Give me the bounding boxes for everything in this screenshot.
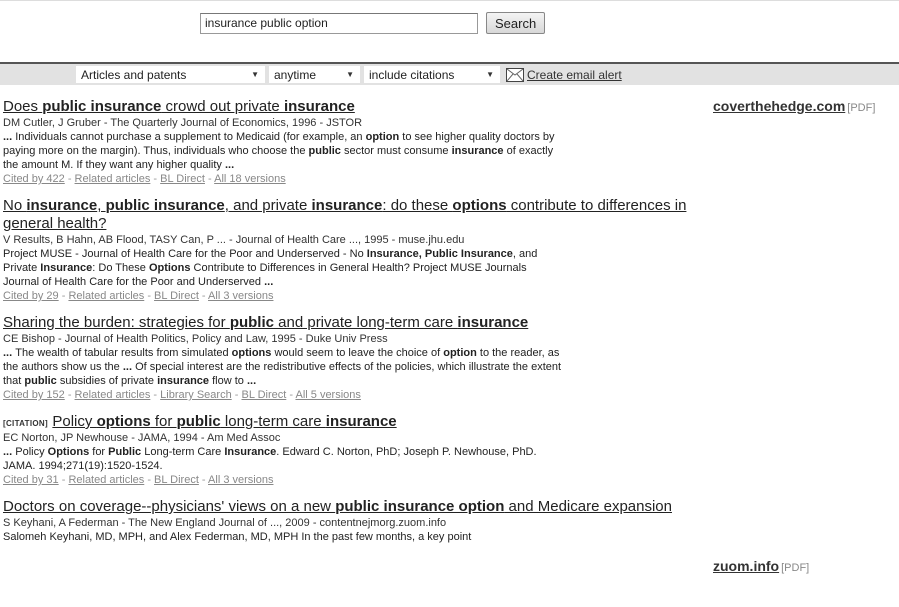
title-text: , and private: [224, 197, 312, 214]
result-action-link[interactable]: Cited by 152: [3, 389, 65, 401]
title-text: for: [150, 413, 177, 430]
result-snippet: [3, 346, 563, 388]
highlighted-term: options: [231, 347, 272, 359]
citations-select[interactable]: [364, 66, 500, 83]
side-source-5: [713, 558, 809, 574]
title-text: and Medicare expansion: [504, 498, 672, 515]
results-list: [3, 98, 703, 555]
highlighted-term: insurance: [325, 413, 397, 430]
snippet-text: Salomeh Keyhani, MD, MPH, and Alex Federman, MD, MPH In the past few months, a key point: [3, 531, 472, 543]
search-result: [3, 197, 703, 303]
highlighted-term: insurance: [311, 197, 383, 214]
highlighted-term: public: [24, 375, 57, 387]
time-range-select[interactable]: [269, 66, 360, 83]
highlighted-term: Public: [108, 446, 142, 458]
highlighted-term: public insurance option: [335, 498, 505, 515]
snippet-text: would seem to leave the choice of: [271, 347, 444, 359]
search-input[interactable]: [200, 13, 478, 34]
result-snippet: [3, 130, 563, 172]
highlighted-term: options: [452, 197, 507, 214]
snippet-text: to the reader, as the authors show us the: [3, 347, 560, 373]
snippet-text: to see higher quality doctors by paying more on the margin). Thus, individuals who choose the: [3, 131, 555, 157]
pdf-tag: [PDF]: [847, 102, 876, 114]
snippet-text: Policy: [15, 446, 48, 458]
result-meta: S Keyhani, A Federman - The New England Journal of ..., 2009 - contentnejmorg.zuom.info: [3, 517, 447, 529]
time-range-value: anytime: [274, 67, 317, 82]
highlighted-term: public insurance: [42, 98, 162, 115]
search-result: [3, 98, 703, 186]
snippet-text: Individuals cannot purchase a supplement to Medicaid (for example, an: [15, 131, 366, 143]
snippet-text: : Do These: [92, 262, 149, 274]
highlighted-term: ...: [3, 347, 16, 359]
result-action-link[interactable]: All 3 versions: [208, 474, 274, 486]
snippet-text: Project MUSE - Journal of Health Care for the Poor and Underserved - No: [3, 248, 367, 260]
snippet-text: Of special interest are the redistributive effects of the policies, which illustrate the extent that: [3, 361, 562, 387]
title-text: Doctors on coverage--physicians' views on a new: [3, 498, 336, 515]
search-result: [3, 314, 703, 402]
highlighted-term: option: [443, 347, 477, 359]
title-text: Policy: [52, 413, 97, 430]
result-action-link[interactable]: BL Direct: [160, 173, 205, 185]
title-text: Sharing the burden: strategies for: [3, 314, 230, 331]
highlighted-term: insurance: [457, 314, 529, 331]
result-meta: EC Norton, JP Newhouse - JAMA, 1994 - Am Med Assoc: [3, 432, 281, 444]
snippet-text: Contribute to Differences in General Health? Project MUSE Journals Journal of Health Care for the Poor and Underserved: [3, 262, 527, 288]
highlighted-term: public: [308, 145, 341, 157]
highlighted-term: insurance: [157, 375, 210, 387]
highlighted-term: public: [229, 314, 274, 331]
search-button[interactable]: Search: [486, 12, 545, 34]
title-text: crowd out private: [161, 98, 284, 115]
highlighted-term: option: [365, 131, 400, 143]
create-email-alert-link[interactable]: Create email alert: [527, 67, 622, 82]
result-snippet: [3, 247, 563, 289]
source-link[interactable]: zuom.info: [713, 558, 780, 574]
title-text: and private long-term care: [273, 314, 458, 331]
filter-toolbar: [0, 62, 899, 85]
search-bar: [200, 12, 545, 34]
highlighted-term: insurance: [283, 98, 355, 115]
search-result: [3, 413, 703, 487]
highlighted-term: insurance: [26, 197, 98, 214]
highlighted-term: ...: [3, 446, 16, 458]
search-result: [3, 498, 703, 544]
pdf-tag: [PDF]: [781, 562, 810, 574]
snippet-text: sector must consume: [340, 145, 452, 157]
result-snippet: [3, 445, 563, 473]
result-title-row: [3, 98, 703, 116]
highlighted-term: public: [176, 413, 221, 430]
result-action-link[interactable]: All 3 versions: [208, 290, 274, 302]
result-action-link[interactable]: Cited by 29: [3, 290, 59, 302]
highlighted-term: options: [96, 413, 151, 430]
highlighted-term: ...: [224, 159, 235, 171]
result-action-link[interactable]: Cited by 31: [3, 474, 59, 486]
result-action-link[interactable]: Library Search: [160, 389, 232, 401]
highlighted-term: ...: [3, 131, 16, 143]
result-title-link[interactable]: [3, 197, 686, 232]
triangle-down-icon: ▼: [251, 70, 259, 79]
result-links: Cited by 152 - Related articles - Library Search - BL Direct - All 5 versions: [3, 389, 361, 401]
snippet-text: of exactly the amount M. If they want any higher quality: [3, 145, 554, 171]
result-action-link[interactable]: Related articles: [74, 389, 151, 401]
highlighted-term: Insurance: [224, 446, 277, 458]
title-text: long-term care: [220, 413, 326, 430]
doc-type-value: Articles and patents: [81, 67, 187, 82]
result-meta: V Results, B Hahn, AB Flood, TASY Can, P ... - Journal of Health Care ..., 1995 - muse.jhu.edu: [3, 234, 465, 246]
title-text: ,: [97, 197, 106, 214]
result-title-row: [3, 314, 703, 332]
result-title-link[interactable]: [3, 498, 672, 515]
result-title-link[interactable]: [3, 314, 528, 331]
citation-tag: [CITATION]: [3, 419, 48, 428]
snippet-text: The wealth of tabular results from simulated: [15, 347, 232, 359]
result-links: Cited by 422 - Related articles - BL Direct - All 18 versions: [3, 173, 286, 185]
highlighted-term: ...: [122, 361, 133, 373]
result-action-link[interactable]: BL Direct: [154, 474, 199, 486]
doc-type-select[interactable]: [76, 66, 265, 83]
result-action-link[interactable]: BL Direct: [241, 389, 287, 401]
snippet-text: Long-term Care: [141, 446, 225, 458]
result-title-row: [3, 498, 703, 516]
snippet-text: . Edward C. Norton, PhD; Joseph P. Newhouse, PhD. JAMA. 1994;271(19):1520-1524.: [3, 446, 537, 472]
triangle-down-icon: ▼: [346, 70, 354, 79]
title-text: Does: [3, 98, 43, 115]
title-text: No: [3, 197, 27, 214]
highlighted-term: ...: [246, 375, 257, 387]
result-title-link[interactable]: [52, 413, 396, 430]
highlighted-term: Options: [47, 446, 90, 458]
highlighted-term: Options: [148, 262, 191, 274]
result-action-link[interactable]: BL Direct: [154, 290, 199, 302]
result-title-row: [3, 197, 703, 233]
result-action-link[interactable]: Related articles: [68, 290, 145, 302]
snippet-text: , and Private: [3, 248, 538, 274]
snippet-text: flow to: [209, 375, 247, 387]
result-action-link[interactable]: All 18 versions: [214, 173, 286, 185]
highlighted-term: ...: [264, 276, 274, 288]
result-action-link[interactable]: Related articles: [74, 173, 151, 185]
envelope-icon[interactable]: [506, 68, 524, 82]
result-meta: CE Bishop - Journal of Health Politics, Policy and Law, 1995 - Duke Univ Press: [3, 333, 388, 345]
result-title-row: [3, 413, 703, 431]
snippet-text: subsidies of private: [56, 375, 158, 387]
highlighted-term: Insurance, Public Insurance: [366, 248, 513, 260]
highlighted-term: public insurance: [105, 197, 225, 214]
side-source-1: [713, 98, 875, 114]
result-links: Cited by 31 - Related articles - BL Direct - All 3 versions: [3, 474, 274, 486]
result-meta: DM Cutler, J Gruber - The Quarterly Journal of Economics, 1996 - JSTOR: [3, 117, 363, 129]
source-link[interactable]: coverthehedge.com: [713, 98, 846, 114]
highlighted-term: Insurance: [40, 262, 93, 274]
result-action-link[interactable]: All 5 versions: [295, 389, 361, 401]
highlighted-term: insurance: [451, 145, 504, 157]
title-text: contribute to differences in general health?: [3, 197, 687, 232]
result-links: Cited by 29 - Related articles - BL Direct - All 3 versions: [3, 290, 274, 302]
snippet-text: for: [89, 446, 109, 458]
result-action-link[interactable]: Related articles: [68, 474, 145, 486]
citations-value: include citations: [369, 67, 455, 82]
result-snippet: [3, 530, 563, 544]
result-action-link[interactable]: Cited by 422: [3, 173, 65, 185]
triangle-down-icon: ▼: [486, 70, 494, 79]
title-text: : do these: [382, 197, 453, 214]
result-title-link[interactable]: [3, 98, 355, 115]
top-divider: [0, 0, 899, 1]
